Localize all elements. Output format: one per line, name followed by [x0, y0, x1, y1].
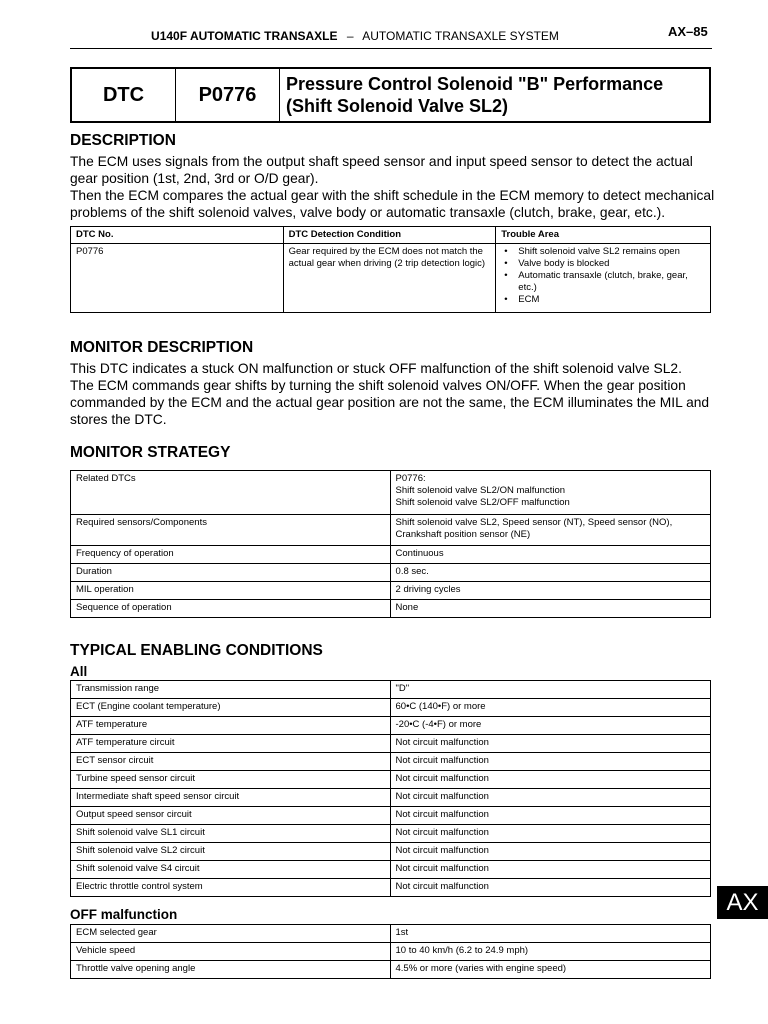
- list-item: • ECM: [501, 294, 705, 306]
- table-row: [71, 546, 711, 564]
- value-line: Shift solenoid valve SL2/ON malfunction: [395, 485, 566, 496]
- row-value: Not circuit malfunction: [390, 753, 711, 771]
- row-value: Continuous: [390, 546, 710, 564]
- table-row: [71, 943, 711, 961]
- row-label: Vehicle speed: [71, 943, 391, 961]
- table-row: [71, 471, 711, 515]
- row-label: Electric throttle control system: [71, 879, 391, 897]
- table-row: [71, 600, 711, 618]
- table-row: [71, 717, 711, 735]
- table-row: [71, 925, 711, 943]
- dtc-title-line2: (Shift Solenoid Valve SL2): [286, 96, 509, 116]
- row-label: ECT sensor circuit: [71, 753, 391, 771]
- value-line: Shift solenoid valve SL2, Speed sensor (NT), Speed sensor (NO),: [395, 517, 673, 528]
- row-label: ATF temperature: [71, 717, 391, 735]
- table-row: [71, 582, 711, 600]
- table-row: [71, 861, 711, 879]
- monitor-description-para-1: This DTC indicates a stuck ON malfunction or stuck OFF malfunction of the shift solenoid valve SL2.: [70, 361, 682, 376]
- row-label: ATF temperature circuit: [71, 735, 391, 753]
- enabling-conditions-heading: TYPICAL ENABLING CONDITIONS: [70, 642, 323, 659]
- page-header: [70, 29, 640, 43]
- row-label: Duration: [71, 564, 391, 582]
- row-value: None: [390, 600, 710, 618]
- off-malfunction-table: [70, 924, 711, 979]
- description-text: [70, 153, 720, 221]
- all-conditions-body: [71, 681, 711, 897]
- row-label: Shift solenoid valve SL2 circuit: [71, 843, 391, 861]
- row-value: 0.8 sec.: [390, 564, 710, 582]
- dtc-no-cell: P0776: [71, 244, 284, 313]
- table-row: [71, 753, 711, 771]
- row-value: Not circuit malfunction: [390, 735, 711, 753]
- row-value: Not circuit malfunction: [390, 879, 711, 897]
- column-header: DTC No.: [71, 227, 284, 244]
- row-value: Not circuit malfunction: [390, 807, 711, 825]
- dtc-title-box: [70, 67, 711, 123]
- description-heading: DESCRIPTION: [70, 132, 176, 149]
- row-label: Related DTCs: [71, 471, 391, 515]
- table-row: [71, 699, 711, 717]
- description-para-1: The ECM uses signals from the output shaft speed sensor and input speed sensor to detect the actual gear position (1st, 2nd, 3rd or O/D gear).: [70, 154, 693, 186]
- table-row: [71, 681, 711, 699]
- column-header: DTC Detection Condition: [283, 227, 496, 244]
- dtc-label: DTC: [72, 69, 176, 121]
- table-header-row: [71, 227, 711, 244]
- row-label: MIL operation: [71, 582, 391, 600]
- list-item: • Shift solenoid valve SL2 remains open: [501, 246, 705, 258]
- row-value: [390, 515, 710, 546]
- row-value: Not circuit malfunction: [390, 861, 711, 879]
- trouble-area-cell: [496, 244, 711, 313]
- trouble-area-list: [501, 246, 705, 306]
- table-row: [71, 879, 711, 897]
- description-para-2: Then the ECM compares the actual gear with the shift schedule in the ECM memory to detect mechanical problems of the shift solenoid valves, valve body or automatic transaxle (clutch, brake, gear, etc.).: [70, 188, 715, 220]
- page-number: AX–85: [668, 24, 708, 39]
- dtc-table: [70, 226, 711, 313]
- row-value: Not circuit malfunction: [390, 771, 711, 789]
- row-value: 1st: [390, 925, 711, 943]
- value-line: Crankshaft position sensor (NE): [395, 529, 531, 540]
- row-value: "D": [390, 681, 711, 699]
- all-conditions-table: [70, 680, 711, 897]
- table-row: [71, 961, 711, 979]
- row-value: 2 driving cycles: [390, 582, 710, 600]
- row-label: Sequence of operation: [71, 600, 391, 618]
- row-label: Transmission range: [71, 681, 391, 699]
- table-row: [71, 515, 711, 546]
- row-label: Shift solenoid valve S4 circuit: [71, 861, 391, 879]
- value-line: P0776:: [395, 473, 426, 484]
- table-row: [71, 825, 711, 843]
- row-value: Not circuit malfunction: [390, 825, 711, 843]
- row-label: Required sensors/Components: [71, 515, 391, 546]
- all-heading: All: [70, 664, 88, 679]
- table-row: [71, 771, 711, 789]
- row-label: Throttle valve opening angle: [71, 961, 391, 979]
- monitor-strategy-table: [70, 470, 711, 618]
- dtc-title-line1: Pressure Control Solenoid "B" Performance: [286, 74, 664, 94]
- list-item: • Automatic transaxle (clutch, brake, gear, etc.): [501, 270, 705, 294]
- row-value: Not circuit malfunction: [390, 789, 711, 807]
- monitor-description-heading: MONITOR DESCRIPTION: [70, 339, 254, 356]
- dtc-code: P0776: [176, 69, 280, 121]
- value-line: Shift solenoid valve SL2/OFF malfunction: [395, 497, 570, 508]
- dtc-title: [280, 69, 709, 121]
- header-divider: [70, 48, 712, 49]
- row-value: 10 to 40 km/h (6.2 to 24.9 mph): [390, 943, 711, 961]
- monitor-strategy-heading: MONITOR STRATEGY: [70, 444, 231, 461]
- row-label: Frequency of operation: [71, 546, 391, 564]
- row-label: Shift solenoid valve SL1 circuit: [71, 825, 391, 843]
- column-header: Trouble Area: [496, 227, 711, 244]
- row-label: ECM selected gear: [71, 925, 391, 943]
- row-value: -20•C (-4•F) or more: [390, 717, 711, 735]
- list-item: • Valve body is blocked: [501, 258, 705, 270]
- row-label: Turbine speed sensor circuit: [71, 771, 391, 789]
- row-label: ECT (Engine coolant temperature): [71, 699, 391, 717]
- row-label: Intermediate shaft speed sensor circuit: [71, 789, 391, 807]
- table-row: [71, 807, 711, 825]
- table-row: [71, 843, 711, 861]
- header-subtitle: AUTOMATIC TRANSAXLE SYSTEM: [362, 29, 559, 43]
- monitor-description-para-2: The ECM commands gear shifts by turning the shift solenoid valves ON/OFF. When the gear position commanded by the ECM and the actual gear position are not the same, the ECM illuminates the MIL and stores the DTC.: [70, 378, 710, 427]
- row-value: [390, 471, 710, 515]
- header-separator: –: [346, 29, 354, 43]
- row-label: Output speed sensor circuit: [71, 807, 391, 825]
- row-value: Not circuit malfunction: [390, 843, 711, 861]
- section-tab: AX: [717, 886, 768, 919]
- monitor-description-text: [70, 360, 720, 428]
- table-row: [71, 244, 711, 313]
- table-row: [71, 789, 711, 807]
- header-title: U140F AUTOMATIC TRANSAXLE: [151, 29, 338, 43]
- table-row: [71, 564, 711, 582]
- table-row: [71, 735, 711, 753]
- row-value: 4.5% or more (varies with engine speed): [390, 961, 711, 979]
- detection-condition-cell: Gear required by the ECM does not match the actual gear when driving (2 trip detection logic): [283, 244, 496, 313]
- off-malfunction-heading: OFF malfunction: [70, 907, 178, 922]
- row-value: 60•C (140•F) or more: [390, 699, 711, 717]
